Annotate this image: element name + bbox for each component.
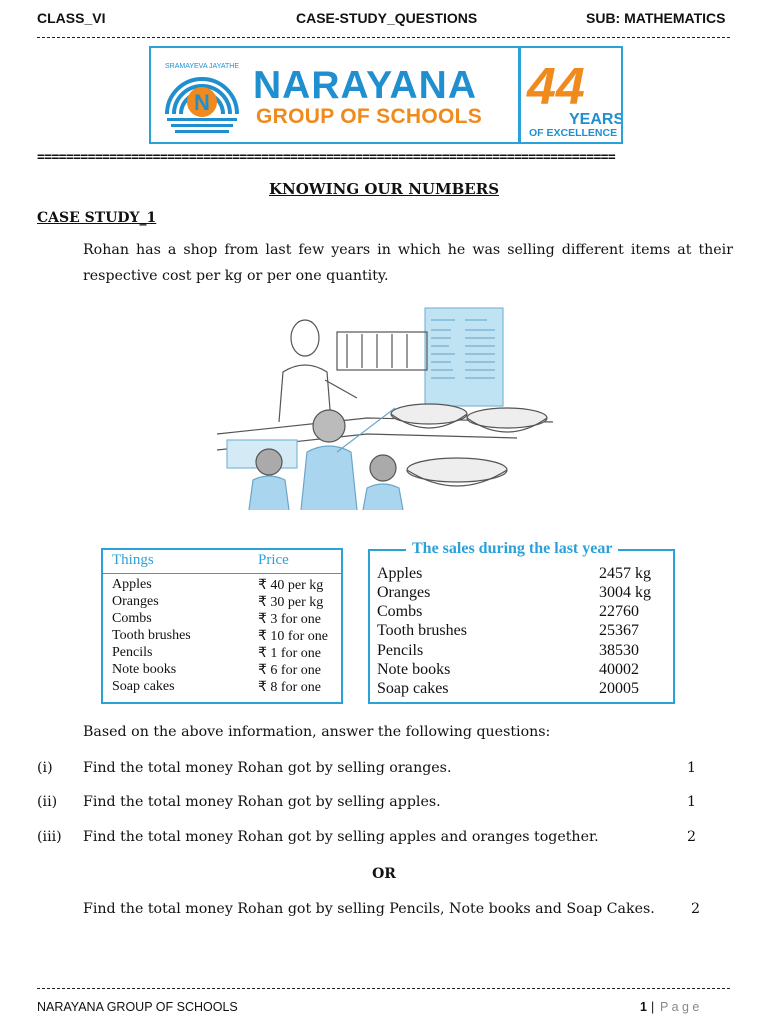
sales-table: [368, 540, 675, 704]
table-row: [370, 661, 673, 680]
table-row: [370, 603, 673, 622]
header-divider: [37, 37, 730, 38]
brand-name: NARAYANA: [253, 64, 478, 107]
alternate-question-marks: 2: [691, 901, 701, 917]
item-price: ₹ 40 per kg: [258, 578, 324, 593]
item-name: Combs: [377, 603, 423, 620]
footer-page-number: 1: [640, 1000, 647, 1014]
logo-motto: SRAMAYEVA JAYATHE: [164, 63, 240, 70]
page-title: KNOWING OUR NUMBERS: [268, 180, 500, 198]
table-row: [370, 622, 673, 641]
item-price: ₹ 30 per kg: [258, 595, 324, 610]
question-label: (ii): [37, 794, 58, 810]
item-name: Tooth brushes: [377, 622, 467, 639]
logo-emblem-icon: [157, 54, 247, 136]
question-marks: 1: [686, 794, 696, 810]
table-row: [103, 577, 341, 594]
item-name: Soap cakes: [112, 679, 175, 694]
item-quantity: 38530: [599, 642, 639, 659]
question-label: (i): [37, 760, 53, 776]
table-row: [103, 611, 341, 628]
subject-label: SUB: MATHEMATICS: [586, 10, 726, 26]
price-table-header-price: Price: [258, 552, 289, 568]
footer-page-separator: |: [651, 1000, 655, 1014]
item-name: Tooth brushes: [112, 628, 191, 643]
case-study-intro: Rohan has a shop from last few years in which he was selling different items at their respective cost per kg or per one quantity.: [83, 242, 733, 284]
alternate-question-text: Find the total money Rohan got by selling Pencils, Note books and Soap Cakes.: [83, 901, 655, 917]
class-label: CLASS_VI: [37, 10, 106, 26]
or-label: OR: [372, 866, 396, 882]
item-price: ₹ 1 for one: [258, 646, 321, 661]
price-table-rule: [103, 573, 341, 574]
item-name: Apples: [377, 565, 423, 582]
item-name: Oranges: [377, 584, 431, 601]
item-name: Combs: [112, 611, 152, 626]
table-row: [103, 662, 341, 679]
item-name: Soap cakes: [377, 680, 449, 697]
item-price: ₹ 6 for one: [258, 663, 321, 678]
item-name: Oranges: [112, 594, 159, 609]
table-row: [370, 584, 673, 603]
question-label: (iii): [37, 829, 62, 845]
sales-table-caption: The sales during the last year: [406, 540, 618, 558]
item-quantity: 40002: [599, 661, 639, 678]
item-price: ₹ 8 for one: [258, 680, 321, 695]
logo-monogram: N: [194, 90, 210, 115]
document-type: CASE-STUDY_QUESTIONS: [296, 10, 478, 26]
footer-page-word: P a g e: [660, 1000, 700, 1014]
item-name: Note books: [112, 662, 177, 677]
instruction-text: Based on the above information, answer the following questions:: [83, 724, 551, 740]
price-table: [101, 548, 343, 704]
school-logo: [149, 46, 520, 144]
item-name: Apples: [112, 577, 152, 592]
item-name: Pencils: [112, 645, 153, 660]
table-row: [370, 642, 673, 661]
double-separator: ================================================================================: [37, 150, 616, 165]
question-text: Find the total money Rohan got by selling apples.: [83, 794, 441, 810]
question-text: Find the total money Rohan got by selling apples and oranges together.: [83, 829, 599, 845]
table-row: [103, 594, 341, 611]
brand-subtitle: GROUP OF SCHOOLS: [256, 105, 483, 128]
footer-divider: [37, 988, 730, 989]
item-quantity: 25367: [599, 622, 639, 639]
table-row: [103, 645, 341, 662]
shop-illustration: [217, 302, 553, 510]
question-text: Find the total money Rohan got by selling oranges.: [83, 760, 452, 776]
item-price: ₹ 3 for one: [258, 612, 321, 627]
table-row: [103, 628, 341, 645]
item-quantity: 2457 kg: [599, 565, 651, 582]
footer-org: NARAYANA GROUP OF SCHOOLS: [37, 1000, 238, 1014]
years-word: YEARS: [569, 111, 621, 128]
table-row: [370, 680, 673, 699]
item-quantity: 3004 kg: [599, 584, 651, 601]
years-of-excellence-badge: [519, 46, 623, 144]
item-quantity: 20005: [599, 680, 639, 697]
item-name: Note books: [377, 661, 451, 678]
table-row: [370, 565, 673, 584]
years-tagline: OF EXCELLENCE: [529, 127, 618, 139]
question-marks: 1: [686, 760, 696, 776]
item-quantity: 22760: [599, 603, 639, 620]
item-price: ₹ 10 for one: [258, 629, 328, 644]
price-table-header-things: Things: [112, 552, 154, 568]
case-study-heading: CASE STUDY_1: [37, 210, 157, 226]
table-row: [103, 679, 341, 696]
item-name: Pencils: [377, 642, 424, 659]
years-number: 44: [527, 58, 585, 116]
question-marks: 2: [686, 829, 696, 845]
